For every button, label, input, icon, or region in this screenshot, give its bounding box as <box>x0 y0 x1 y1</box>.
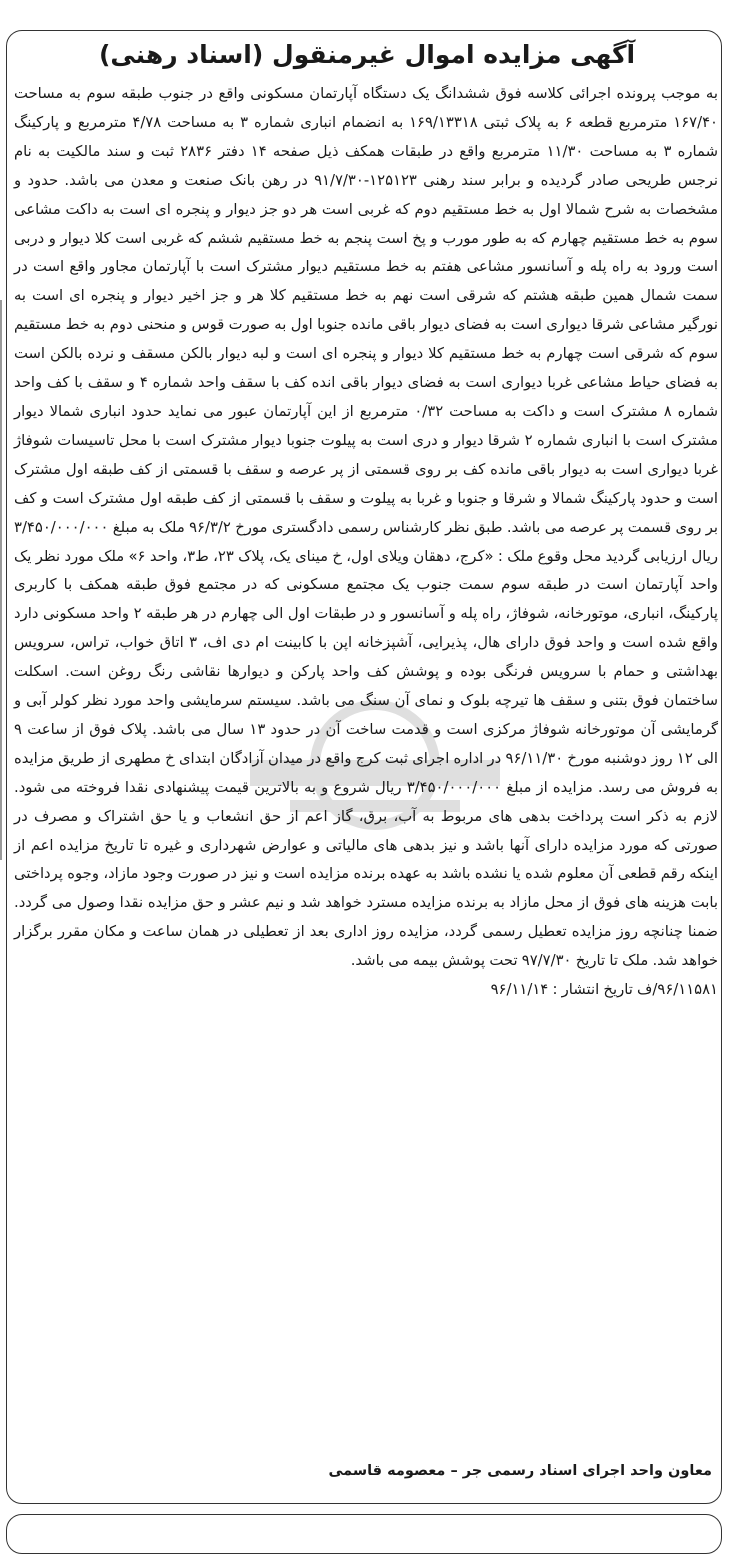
notice-body-text: به موجب پرونده اجرائی کلاسه فوق ششدانگ یک دستگاه آپارتمان مسکونی واقع در جنوب طبقه سوم به مساحت ۱۶۷/۴۰ مترمربع قطعه ۶ به پلاک ثبتی ۱۶۹/۱۳۳۱۸ به انضمام انباری شماره ۳ به مساحت ۴/۷۸ مترمربع و پارکینگ شماره ۳ به مساحت ۱۱/۳۰ مترمربع واقع در طبقات همکف ذیل صفحه ۱۴ دفتر ۲۸۳۶ ثبت و سند مالکیت به نام نرجس طریحی صادر گردیده و برابر سند رهنی ۱۲۵۱۲۳-۹۱/۷/۳۰ در رهن بانک صنعت و معدن می باشد. حدود و مشخصات به شرح شمالا اول به خط مستقیم دوم که غربی است هر دو جز دیوار و پنجره ای است به داکت مشاعی سوم به خط مستقیم چهارم که به طور مورب و پخ است پنجم به خط مستقیم ششم که غربی است کلا دیوار و دربی است ورود به راه پله و آسانسور مشاعی هفتم به خط مستقیم دیوار مشترک است با آپارتمان مجاور واقع است در سمت شمال همین طبقه هشتم که شرقی است نهم به خط مستقیم کلا هر و جز اخیر دیوار و پنجره ای است به نورگیر مشاعی شرقا دیواری است به فضای دیوار باقی مانده جنوبا اول به صورت قوس و منحنی دوم به خط مستقیم سوم که شرقی است چهارم به خط مستقیم کلا دیوار و پنجره ای است و لبه دیوار بالکن مسقف و نرده بالکن است به فضای حیاط مشاعی غربا دیواری است به فضای دیوار باقی انده کف با سقف واحد شماره ۴ و سقف با کف واحد شماره ۸ مشترک است و داکت به مساحت ۰/۳۲ مترمربع از این آپارتمان عبور می نماید حدود انباری شمالا دیوار مشترک است با انباری شماره ۲ شرقا دیوار و دری است به پیلوت جنوبا دیوار مشترک است با محل تاسیسات شوفاژ غربا دیواری است به دیوار باقی مانده کف بر روی قسمتی از پر عرصه و سقف با قسمتی از کف طبقه اول مشترک است و حدود پارکینگ شمالا و شرقا و جنوبا و غربا به پیلوت و سقف با قسمتی از کف طبقه اول مشترک است و کف بر روی قسمت پر عرصه می باشد. طبق نظر کارشناس رسمی دادگستری مورخ ۹۶/۳/۲ ملک به مبلغ ۳/۴۵۰/۰۰۰/۰۰۰ ریال ارزیابی گردید محل وقوع ملک : «کرج، دهقان ویلای اول، خ مینای یک، پلاک ۲۳، ط۳، واحد ۶» ملک مورد نظر یک واحد آپارتمان است در طبقه سوم سمت جنوب یک مجتمع مسکونی که در مجتمع فوق طبقه همکف با کاربری پارکینگ، انباری، موتورخانه، شوفاژ، راه پله و آسانسور و در طبقات اول الی چهارم در هر طبقه ۲ واحد مسکونی دارد واقع شده است و واحد فوق دارای هال، پذیرایی، آشپزخانه اپن با کابینت ام دی اف، ۳ اتاق خواب، تراس، سرویس بهداشتی و حمام با سرویس فرنگی بوده و پوشش کف واحد پارکن و دیوارها نقاشی رنگ روغن است. اسکلت ساختمان فوق بتنی و سقف ها تیرچه بلوک و نمای آن سنگ می باشد. سیستم سرمایشی واحد مورد نظر کولر آبی و گرمایشی آن موتورخانه شوفاژ مرکزی است و قدمت ساخت آن در حدود ۱۳ سال می باشد. پلاک فوق از ساعت ۹ الی ۱۲ روز دوشنبه مورخ ۹۶/۱۱/۳۰ در اداره اجرای ثبت کرج واقع در میدان آزادگان ابتدای خ مطهری از طریق مزایده به فروش می رسد. مزایده از مبلغ ۳/۴۵۰/۰۰۰/۰۰۰ ریال شروع و به بالاترین قیمت پیشنهادی نقدا فروخته می شود. لازم به ذکر است پرداخت بدهی های مربوط به آب، برق، گاز اعم از حق انشعاب و یا حق اشتراک و مصرف در صورتی که مورد مزایده دارای آنها باشد و نیز بدهی های مالیاتی و عوارض شهرداری و غیره تا تاریخ مزایده اعم از اینکه رقم قطعی آن معلوم شده یا نشده باشد به عهده برنده مزایده است و نیز در صورت وجود مازاد، وجوه پرداختی بابت هزینه های فوق از محل مازاد به برنده مزایده مسترد خواهد شد و نیم عشر و حق مزایده نقدا وصول می گردد. ضمنا چنانچه روز مزایده تعطیل رسمی گردد، مزایده روز اداری بعد از تعطیلی در همان ساعت و مکان مقرر برگزار خواهد شد. ملک تا تاریخ ۹۷/۷/۳۰ تحت پوشش بیمه می باشد. <box>14 85 719 970</box>
notice-body <box>14 80 718 1005</box>
signature: معاون واحد اجرای اسناد رسمی جر – معصومه قاسمی <box>328 1463 712 1479</box>
next-notice-box <box>6 1514 722 1554</box>
reference-line: ۹۶/۱۱۵۸۱/ف تاریخ انتشار : ۹۶/۱۱/۱۴ <box>490 981 718 999</box>
notice-title: آگهی مزایده اموال غیرمنقول (اسناد رهنی) <box>98 40 636 69</box>
page-edge-line <box>0 300 2 860</box>
